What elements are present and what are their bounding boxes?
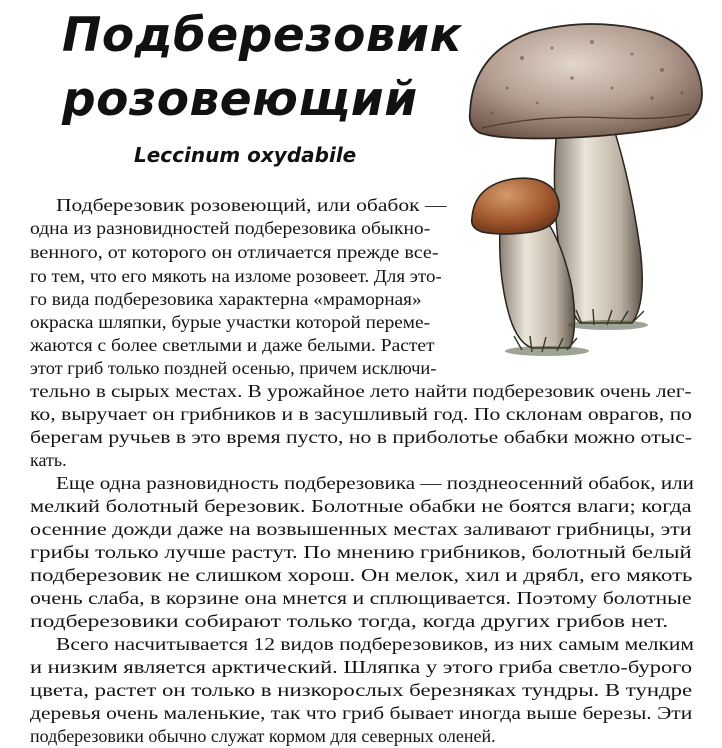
body-text-line: мелкий болотный березовик. Болотные обабки не боятся влаги; когда (30, 496, 692, 516)
body-text-line: одна из разновидностей подберезовика обыкно- (30, 218, 431, 238)
body-text-line: подберезовик не слишком хорош. Он мелок, хил и дрябл, его мякоть (30, 565, 693, 585)
article-title (62, 4, 482, 132)
body-text-line: цвета, растет он только в низкорослых березняках тундры. В тундре (30, 680, 693, 700)
title-line-2: розовеющий (62, 72, 418, 127)
body-text-line: деревья очень маленькие, так что гриб бывает иногда выше березы. Эти (30, 703, 693, 723)
body-text-line: грибы только лучше растут. По мнению грибников, болотный белый (30, 542, 692, 562)
body-text-line: жаются с более светлыми и даже белыми. Растет (30, 335, 435, 355)
body-text-line: Всего насчитывается 12 видов подберезовиков, из них самым мелким (56, 634, 694, 654)
title-line-1: Подберезовик (62, 8, 462, 63)
body-text-line: берегам ручьев в это время пусто, но в приболотье обабки можно отыс- (30, 427, 692, 447)
body-text-line: кать. (30, 450, 67, 470)
body-text-line: Еще одна разновидность подберезовика — позднеосенний обабок, или (56, 473, 694, 493)
body-text-line: окраска шляпки, бурые участки которой переме- (30, 312, 431, 332)
body-text-line: венного, от которого он отличается прежде все- (30, 242, 439, 262)
body-text-line: подберезовики собирают только тогда, когда других грибов нет. (30, 611, 669, 631)
latin-name: Leccinum oxydabile (134, 143, 357, 167)
body-text-line: тельно в сырых местах. В урожайное лето найти подберезовик очень лег- (30, 381, 692, 401)
body-text-line: ко, выручает он грибников и в засушливый год. По склонам оврагов, по (30, 404, 693, 424)
body-text-line: подберезовики обычно служат кормом для северных оленей. (30, 726, 496, 746)
mushroom-illustration (462, 18, 712, 358)
body-text-line: го тем, что его мякоть на изломе розовеет. Для это- (30, 266, 442, 286)
body-text-line: го вида подберезовика характерна «мраморная» (30, 289, 422, 309)
body-text-line: очень слаба, в корзине она мнется и сплющивается. Поэтому болотные (30, 588, 692, 608)
body-text-line: и низким является арктический. Шляпка у этого гриба светло-бурого (30, 657, 693, 677)
body-text-line: Подберезовик розовеющий, или обабок — (56, 195, 447, 215)
body-text-line: осенние дожди даже на возвышенных местах заливают грибницы, эти (30, 519, 692, 539)
body-text-line: этот гриб только поздней осенью, причем исключи- (30, 358, 437, 378)
